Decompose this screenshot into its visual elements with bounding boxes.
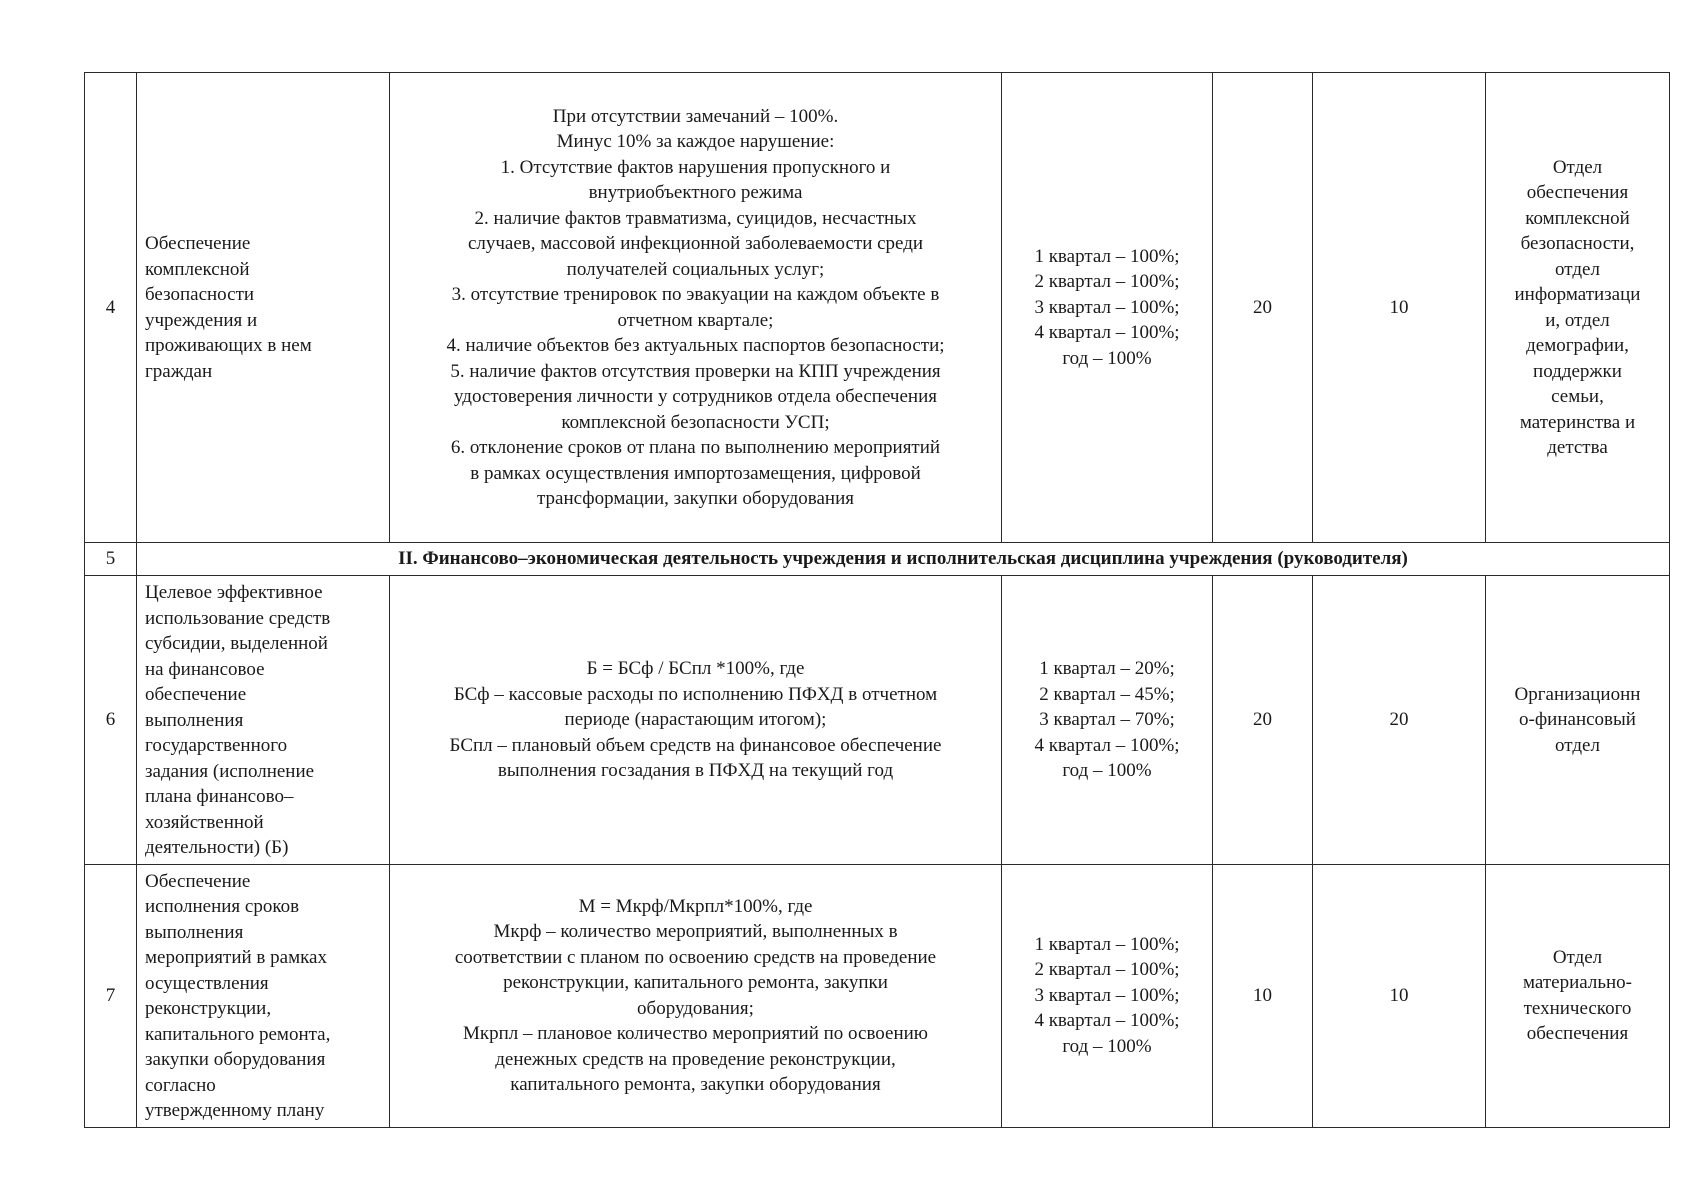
criteria-description-line: соответствии с планом по освоению средств на проведение xyxy=(454,946,937,968)
criteria-description-line: 5. наличие фактов отсутствия проверки на КПП учреждения xyxy=(450,360,941,382)
target-values-line: 2 квартал – 100%; xyxy=(1034,271,1180,293)
indicator-name-line: плана финансово– xyxy=(145,786,294,807)
target-values-line: 1 квартал – 20%; xyxy=(1039,658,1175,679)
criteria-description xyxy=(390,73,1002,543)
criteria-description-line: М = Мкрф/Мкрпл*100%, где xyxy=(578,895,813,917)
target-values-line: 4 квартал – 100%; xyxy=(1034,322,1180,344)
responsible-department xyxy=(1486,73,1670,543)
target-values-line: 2 квартал – 100%; xyxy=(1034,959,1180,981)
score-value: 10 xyxy=(1313,73,1486,543)
responsible-department-line: безопасности, xyxy=(1520,233,1635,254)
criteria-description-line: 2. наличие фактов травматизма, суицидов, несчастных xyxy=(474,207,917,229)
criteria-description-line: оборудования; xyxy=(637,997,754,1019)
criteria-description-line: получателей социальных услуг; xyxy=(566,258,825,280)
indicator-name-line: комплексной xyxy=(145,258,250,280)
criteria-description xyxy=(390,576,1002,865)
indicator-name-line: согласно xyxy=(145,1074,216,1096)
indicator-name xyxy=(137,864,390,1127)
responsible-department-line: отдел xyxy=(1555,734,1600,756)
responsible-department-line: материнства и xyxy=(1519,411,1636,433)
criteria-description-line: в рамках осуществления импортозамещения, цифровой xyxy=(470,462,921,484)
target-values xyxy=(1002,73,1213,543)
indicator-name-line: утвержденному плану xyxy=(145,1100,325,1121)
responsible-department xyxy=(1486,864,1670,1127)
indicator-name-line: деятельности) (Б) xyxy=(145,837,289,858)
target-values-line: 1 квартал – 100%; xyxy=(1034,933,1180,955)
indicator-name xyxy=(137,576,390,865)
target-values-line: 1 квартал – 100%; xyxy=(1034,245,1180,267)
responsible-department-line: и, отдел xyxy=(1545,309,1610,331)
target-values-line: год – 100% xyxy=(1062,760,1152,781)
indicator-name-line: обеспечение xyxy=(145,684,247,705)
responsible-department-line: Организационн xyxy=(1514,683,1641,705)
criteria-description-line: 3. отсутствие тренировок по эвакуации на каждом объекте в xyxy=(451,284,940,305)
responsible-department-line: технического xyxy=(1523,997,1632,1019)
criteria-description-line: Мкрпл – плановое количество мероприятий по освоению xyxy=(462,1023,929,1044)
criteria-description-line: капитального ремонта, закупки оборудования xyxy=(510,1074,881,1095)
criteria-description-line: периоде (нарастающим итогом); xyxy=(564,709,827,730)
responsible-department-line: поддержки xyxy=(1533,360,1622,382)
table-row xyxy=(85,73,1670,543)
table-row xyxy=(85,576,1670,865)
indicator-name-line: исполнения сроков xyxy=(145,896,300,917)
criteria-description-line: БСпл – плановый объем средств на финансовое обеспечение xyxy=(449,734,942,756)
target-values-line: 3 квартал – 70%; xyxy=(1039,709,1175,730)
row-number: 5 xyxy=(85,543,137,576)
responsible-department-line: информатизаци xyxy=(1514,284,1641,305)
criteria-description-line: При отсутствии замечаний – 100%. xyxy=(552,105,839,127)
score-value: 20 xyxy=(1313,576,1486,865)
target-values-line: 4 квартал – 100%; xyxy=(1034,734,1180,756)
responsible-department-line: отдел xyxy=(1555,258,1600,280)
indicator-name-line: выполнения xyxy=(145,709,244,731)
indicator-name-line: хозяйственной xyxy=(145,811,264,833)
indicator-name-line: Обеспечение xyxy=(145,233,251,254)
criteria-description-line: Мкрф – количество мероприятий, выполненных в xyxy=(493,921,898,942)
criteria-description-line: БСф – кассовые расходы по исполнению ПФХД в отчетном xyxy=(453,683,938,705)
responsible-department-line: семьи, xyxy=(1551,386,1604,407)
responsible-department-line: детства xyxy=(1547,437,1608,458)
responsible-department-line: комплексной xyxy=(1525,207,1630,229)
indicator-name-line: безопасности xyxy=(145,284,255,305)
target-values-line: год – 100% xyxy=(1062,1035,1152,1057)
target-values xyxy=(1002,864,1213,1127)
indicator-name-line: на финансовое xyxy=(145,658,265,680)
target-values-line: год – 100% xyxy=(1062,347,1152,369)
criteria-description xyxy=(390,864,1002,1127)
criteria-table xyxy=(84,72,1670,1128)
weight-value: 20 xyxy=(1213,576,1313,865)
row-number: 6 xyxy=(85,576,137,865)
indicator-name-line: использование средств xyxy=(145,607,331,629)
weight-value: 10 xyxy=(1213,864,1313,1127)
indicator-name-line: граждан xyxy=(145,360,213,382)
indicator-name-line: субсидии, выделенной xyxy=(145,633,328,654)
target-values-line: 2 квартал – 45%; xyxy=(1039,683,1175,705)
indicator-name-line: Обеспечение xyxy=(145,870,251,892)
target-values-line: 3 квартал – 100%; xyxy=(1034,984,1180,1006)
table-row xyxy=(85,543,1670,576)
indicator-name-line: выполнения xyxy=(145,921,244,943)
criteria-description-line: трансформации, закупки оборудования xyxy=(537,488,854,509)
weight-value: 20 xyxy=(1213,73,1313,543)
criteria-description-line: комплексной безопасности УСП; xyxy=(561,411,830,433)
indicator-name-line: задания (исполнение xyxy=(145,760,315,782)
table-row xyxy=(85,864,1670,1127)
criteria-description-line: 1. Отсутствие фактов нарушения пропускного и xyxy=(500,156,891,178)
criteria-description-line: Минус 10% за каждое нарушение: xyxy=(556,131,835,152)
criteria-description-line: реконструкции, капитального ремонта, закупки xyxy=(503,972,888,993)
score-value: 10 xyxy=(1313,864,1486,1127)
responsible-department-line: Отдел xyxy=(1552,156,1603,178)
criteria-description-line: отчетном квартале; xyxy=(617,309,774,331)
criteria-description-line: 6. отклонение сроков от плана по выполнению мероприятий xyxy=(450,437,941,458)
table-body xyxy=(85,73,1670,1128)
criteria-description-line: удостоверения личности у сотрудников отдела обеспечения xyxy=(453,386,937,407)
target-values xyxy=(1002,576,1213,865)
row-number: 4 xyxy=(85,73,137,543)
responsible-department-line: о-финансовый xyxy=(1519,709,1636,730)
responsible-department-line: материально- xyxy=(1523,972,1632,993)
target-values-line: 3 квартал – 100%; xyxy=(1034,296,1180,318)
indicator-name-line: учреждения и xyxy=(145,309,258,331)
responsible-department-line: обеспечения xyxy=(1526,1023,1629,1044)
indicator-name-line: проживающих в нем xyxy=(145,335,312,356)
criteria-description-line: 4. наличие объектов без актуальных паспортов безопасности; xyxy=(446,335,945,356)
indicator-name-line: государственного xyxy=(145,735,288,756)
indicator-name xyxy=(137,73,390,543)
responsible-department-line: Отдел xyxy=(1552,946,1603,968)
criteria-description-line: денежных средств на проведение реконструкции, xyxy=(495,1048,896,1070)
indicator-name-line: капитального ремонта, xyxy=(145,1023,331,1045)
criteria-description-line: случаев, массовой инфекционной заболеваемости среди xyxy=(467,233,924,254)
section-heading: II. Финансово–экономическая деятельность учреждения и исполнительская дисциплина учреждения (руководителя) xyxy=(137,543,1670,576)
row-number: 7 xyxy=(85,864,137,1127)
responsible-department xyxy=(1486,576,1670,865)
criteria-description-line: внутриобъектного режима xyxy=(588,182,803,203)
indicator-name-line: реконструкции, xyxy=(145,998,272,1019)
indicator-name-line: мероприятий в рамках xyxy=(145,947,327,968)
target-values-line: 4 квартал – 100%; xyxy=(1034,1010,1180,1032)
criteria-description-line: выполнения госзадания в ПФХД на текущий год xyxy=(497,760,894,781)
responsible-department-line: демографии, xyxy=(1526,335,1629,356)
responsible-department-line: обеспечения xyxy=(1526,182,1629,203)
indicator-name-line: закупки оборудования xyxy=(145,1049,326,1070)
indicator-name-line: осуществления xyxy=(145,972,269,994)
criteria-description-line: Б = БСф / БСпл *100%, где xyxy=(586,658,805,679)
indicator-name-line: Целевое эффективное xyxy=(145,582,323,603)
